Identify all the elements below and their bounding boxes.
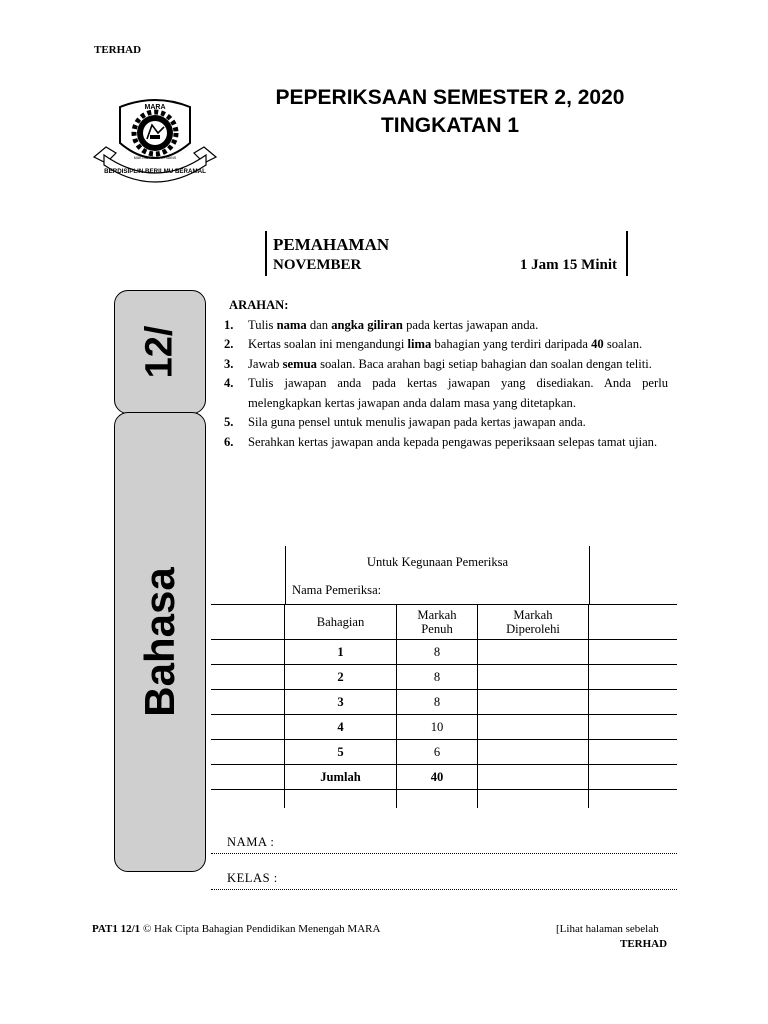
obtained-mark-cell[interactable] [478, 665, 589, 690]
logo-top-text: MARA [144, 104, 166, 111]
exam-duration: 1 Jam 15 Minit [519, 257, 617, 273]
full-mark: 6 [397, 740, 478, 765]
name-field[interactable] [211, 831, 677, 854]
instructions [224, 296, 668, 452]
instruction-item [224, 335, 668, 355]
examiner-title: Untuk Kegunaan Pemeriksa [366, 555, 509, 569]
obtained-mark-cell[interactable] [478, 640, 589, 665]
footer-copyright: PAT1 12/1 © Hak Cipta Bahagian Pendidikan Menengah MARA [92, 923, 381, 935]
classification-bottom: TERHAD [620, 938, 668, 950]
instruction-item [224, 374, 668, 413]
col-markah-penuh: Markah Penuh [397, 605, 478, 640]
mara-logo [92, 95, 218, 187]
full-mark: 8 [397, 665, 478, 690]
obtained-mark-cell[interactable] [478, 715, 589, 740]
instruction-number: 2. [224, 337, 234, 351]
instruction-text: Tulis jawapan anda pada kertas jawapan yang disediakan. Anda perlu melengkapkan kertas jawapan anda dalam masa yang ditetapkan. [248, 376, 668, 410]
part-number: 1 [285, 640, 397, 665]
exam-level: TINGKATAN 1 [380, 114, 520, 137]
subject-tab [114, 412, 206, 872]
class-field[interactable] [211, 867, 677, 890]
instruction-text: Serahkan kertas jawapan anda kepada pengawas peperiksaan selepas tamat ujian. [248, 434, 658, 449]
classification-top: TERHAD [94, 44, 142, 56]
table-row [211, 665, 677, 690]
part-number: 5 [285, 740, 397, 765]
total-label: Jumlah [285, 765, 397, 790]
instruction-number: 3. [224, 356, 234, 371]
class-label: KELAS : [227, 871, 278, 885]
exam-title: PEPERIKSAAN SEMESTER 2, 2020 [275, 86, 625, 109]
instruction-number: 1. [224, 317, 234, 332]
full-mark: 10 [397, 715, 478, 740]
instruction-item [224, 433, 668, 453]
marks-table [211, 604, 677, 808]
instruction-item [224, 316, 668, 336]
paper-code: 12/ [138, 325, 181, 379]
instruction-item [224, 355, 668, 375]
logo-inner-text: MAKTAB RENDAH SAINS [133, 156, 177, 160]
marks-header-row [211, 605, 677, 640]
subject-name: PEMAHAMAN [273, 235, 390, 254]
table-row [211, 640, 677, 665]
logo-motto: BERDISIPLIN BERILMU BERAMAL [104, 168, 206, 175]
full-mark: 8 [397, 640, 478, 665]
blank-row [211, 790, 677, 809]
footer-next-page: [Lihat halaman sebelah [556, 923, 659, 935]
part-number: 4 [285, 715, 397, 740]
examiner-box [285, 546, 590, 604]
instruction-text: Kertas soalan ini mengandungi lima bahagian yang terdiri daripada 40 soalan. [248, 337, 643, 351]
name-label: NAMA : [227, 835, 275, 849]
table-row [211, 690, 677, 715]
instruction-item [224, 413, 668, 433]
obtained-mark-cell[interactable] [478, 740, 589, 765]
col-markah-diperolehi: Markah Diperolehi [478, 605, 589, 640]
col-bahagian: Bahagian [285, 605, 397, 640]
full-mark: 8 [397, 690, 478, 715]
total-full-mark: 40 [397, 765, 478, 790]
paper-code-tab [114, 290, 206, 414]
instructions-heading: ARAHAN: [229, 298, 289, 312]
instruction-text: Sila guna pensel untuk menulis jawapan pada kertas jawapan anda. [248, 415, 586, 429]
part-number: 3 [285, 690, 397, 715]
instruction-number: 4. [224, 376, 234, 390]
examiner-name-label: Nama Pemeriksa: [292, 583, 382, 597]
subject-tab-label: Bahasa [136, 567, 183, 717]
exam-month: NOVEMBER [273, 257, 362, 273]
part-number: 2 [285, 665, 397, 690]
table-row [211, 715, 677, 740]
total-row [211, 765, 677, 790]
total-obtained-cell[interactable] [478, 765, 589, 790]
instruction-text: Tulis nama dan angka giliran pada kertas jawapan anda. [248, 317, 539, 332]
table-row [211, 740, 677, 765]
instructions-list [224, 316, 668, 453]
instruction-text: Jawab semua soalan. Baca arahan bagi setiap bahagian dan soalan dengan teliti. [248, 356, 652, 371]
instruction-number: 6. [224, 434, 234, 449]
obtained-mark-cell[interactable] [478, 690, 589, 715]
instruction-number: 5. [224, 415, 234, 429]
